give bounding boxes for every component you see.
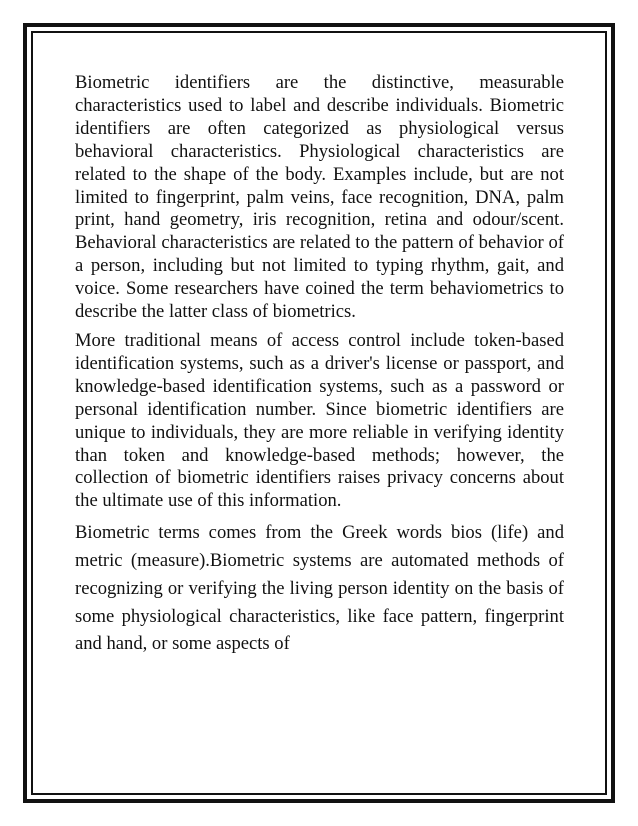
paragraph-biometric-terms: Biometric terms comes from the Greek words bios (life) and metric (measure).Biometric systems are automated methods of recognizing or verifying the living person identity on the basis of some physiological characteristics, like face pattern, fingerprint and hand, or some aspects of — [75, 522, 564, 655]
paragraph-biometric-identifiers: Biometric identifiers are the distinctive, measurable characteristics used to label and describe individuals. Biometric identifiers are often categorized as physiological versus behavioral characteristics. Physiological characteristics are related to the shape of the body. Examples include, but are not limited to fingerprint, palm veins, face recognition, DNA, palm print, hand geometry, iris recognition, retina and odour/scent. Behavioral characteristics are related to the pattern of behavior of a person, including but not limited to typing rhythm, gait, and voice. Some researchers have coined the term behaviometrics to describe the latter class of biometrics. — [75, 72, 564, 323]
paragraph-access-control: More traditional means of access control include token-based identification systems, such as a driver's license or passport, and knowledge-based identification systems, such as a password or personal identification number. Since biometric identifiers are unique to individuals, they are more reliable in verifying identity than token and knowledge-based methods; however, the collection of biometric identifiers raises privacy concerns about the ultimate use of this information. — [75, 329, 564, 512]
document-body — [75, 72, 564, 664]
